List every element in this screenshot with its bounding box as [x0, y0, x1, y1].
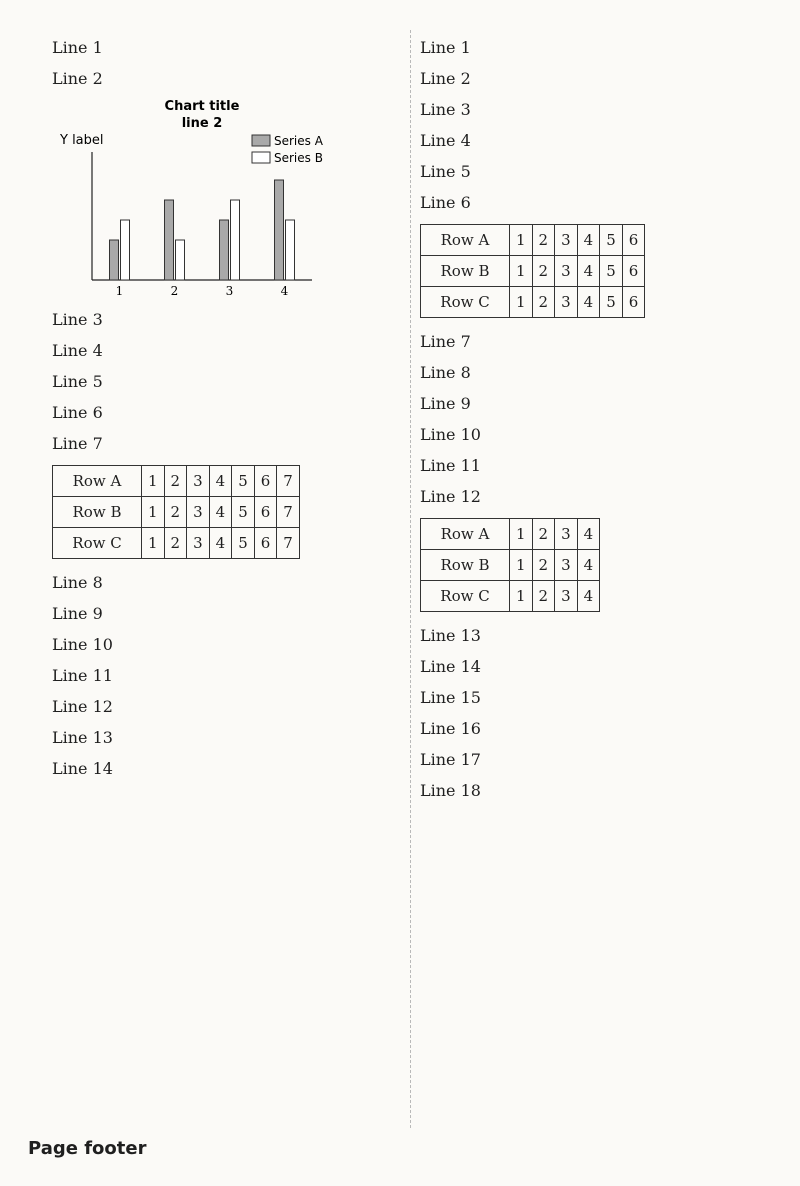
table-cell: 3: [555, 519, 578, 550]
table-row: [53, 497, 300, 528]
table-cell: 2: [532, 550, 555, 581]
table-cell: 1: [510, 581, 533, 612]
left-column: [52, 32, 404, 784]
table-cell: 3: [555, 287, 578, 318]
bar-chart-svg: [52, 94, 352, 304]
table-row: [421, 287, 645, 318]
table-cell: 1: [142, 466, 165, 497]
text-line: Line 3: [420, 100, 471, 119]
table-cell: 3: [555, 225, 578, 256]
table-row: [421, 550, 600, 581]
text-line: Line 2: [420, 69, 471, 88]
table-cell: 1: [510, 225, 533, 256]
table-cell: 5: [232, 466, 255, 497]
table-cell: 2: [532, 519, 555, 550]
bar: [275, 180, 284, 280]
table-cell: Row B: [421, 550, 510, 581]
table-cell: 7: [277, 528, 300, 559]
table-cell: 6: [622, 225, 645, 256]
text-line: Line 17: [420, 750, 481, 769]
text-line: Line 6: [420, 193, 471, 212]
table-cell: 2: [532, 581, 555, 612]
text-line: Line 10: [420, 425, 481, 444]
text-line: Line 1: [52, 38, 103, 57]
table-cell: 1: [510, 287, 533, 318]
text-line: Line 9: [52, 604, 103, 623]
legend-swatch-b: [252, 152, 270, 163]
table-row: [421, 581, 600, 612]
text-line: Line 13: [52, 728, 113, 747]
table-cell: 4: [577, 519, 600, 550]
column-divider: [410, 30, 411, 1128]
bar: [165, 200, 174, 280]
text-line: Line 16: [420, 719, 481, 738]
table-cell: 1: [510, 256, 533, 287]
bar: [286, 220, 295, 280]
table-cell: 1: [510, 519, 533, 550]
table-cell: Row C: [421, 287, 510, 318]
table-cell: 5: [600, 287, 623, 318]
text-line: Line 7: [420, 332, 471, 351]
text-line: Line 7: [52, 434, 103, 453]
text-line: Line 11: [52, 666, 113, 685]
right-column: [420, 32, 770, 806]
table-cell: 5: [232, 497, 255, 528]
table-cell: 2: [164, 466, 187, 497]
text-line: Line 5: [420, 162, 471, 181]
table-cell: Row A: [421, 519, 510, 550]
table-cell: 4: [577, 550, 600, 581]
table-cell: 3: [555, 256, 578, 287]
table-cell: 2: [164, 497, 187, 528]
table-cell: 1: [142, 497, 165, 528]
table-cell: 4: [209, 466, 232, 497]
data-table: [52, 465, 300, 559]
legend-label: Series A: [274, 134, 323, 148]
text-line: Line 11: [420, 456, 481, 475]
table-row: [421, 519, 600, 550]
text-line: Line 12: [52, 697, 113, 716]
bar: [110, 240, 119, 280]
table-cell: 4: [577, 256, 600, 287]
table-cell: 6: [254, 497, 277, 528]
text-line: Line 12: [420, 487, 481, 506]
x-tick-label: 2: [170, 284, 179, 298]
chart-ylabel: Y label: [60, 133, 104, 148]
bar: [176, 240, 185, 280]
table-cell: 5: [232, 528, 255, 559]
data-table: [420, 224, 645, 318]
table-cell: Row B: [421, 256, 510, 287]
table-cell: 4: [577, 287, 600, 318]
table-cell: Row C: [53, 528, 142, 559]
text-line: Line 1: [420, 38, 471, 57]
text-line: Line 10: [52, 635, 113, 654]
table-cell: 3: [555, 550, 578, 581]
table-cell: 6: [254, 528, 277, 559]
text-line: Line 3: [52, 310, 103, 329]
table-cell: 4: [209, 528, 232, 559]
table-row: [53, 466, 300, 497]
legend-label: Series B: [274, 151, 323, 165]
chart-title: Chart title: [164, 99, 240, 114]
text-line: Line 6: [52, 403, 103, 422]
text-line: Line 18: [420, 781, 481, 800]
text-line: Line 9: [420, 394, 471, 413]
text-line: Line 4: [420, 131, 471, 150]
table-cell: 1: [142, 528, 165, 559]
x-tick-label: 3: [225, 284, 234, 298]
table-row: [421, 225, 645, 256]
table-cell: 6: [622, 256, 645, 287]
table-cell: Row A: [421, 225, 510, 256]
table-cell: 2: [532, 225, 555, 256]
chart-title: line 2: [181, 116, 223, 131]
table-cell: 4: [577, 225, 600, 256]
table-cell: 2: [532, 256, 555, 287]
table-cell: 3: [187, 528, 210, 559]
bar: [121, 220, 130, 280]
table-row: [421, 256, 645, 287]
text-line: Line 14: [420, 657, 481, 676]
table-cell: Row C: [421, 581, 510, 612]
table-cell: 2: [532, 287, 555, 318]
table-cell: 3: [187, 497, 210, 528]
text-line: Line 2: [52, 69, 103, 88]
table-cell: 4: [209, 497, 232, 528]
text-line: Line 4: [52, 341, 103, 360]
bar-chart: [52, 94, 352, 304]
x-tick-label: 1: [115, 284, 124, 298]
table-cell: 6: [254, 466, 277, 497]
table-cell: 2: [164, 528, 187, 559]
page-footer: Page footer: [28, 1138, 147, 1159]
text-line: Line 15: [420, 688, 481, 707]
bar: [220, 220, 229, 280]
table-cell: 4: [577, 581, 600, 612]
table-cell: 3: [555, 581, 578, 612]
bar: [231, 200, 240, 280]
table-cell: 3: [187, 466, 210, 497]
table-cell: 7: [277, 497, 300, 528]
legend-swatch-a: [252, 135, 270, 146]
chart-marks: [92, 152, 312, 298]
table-cell: 5: [600, 256, 623, 287]
table-cell: 5: [600, 225, 623, 256]
text-line: Line 8: [52, 573, 103, 592]
table-cell: 7: [277, 466, 300, 497]
table-row: [53, 528, 300, 559]
table-cell: 6: [622, 287, 645, 318]
table-cell: Row A: [53, 466, 142, 497]
text-line: Line 5: [52, 372, 103, 391]
x-tick-label: 4: [280, 284, 289, 298]
text-line: Line 14: [52, 759, 113, 778]
data-table: [420, 518, 600, 612]
text-line: Line 8: [420, 363, 471, 382]
table-cell: 1: [510, 550, 533, 581]
table-cell: Row B: [53, 497, 142, 528]
text-line: Line 13: [420, 626, 481, 645]
